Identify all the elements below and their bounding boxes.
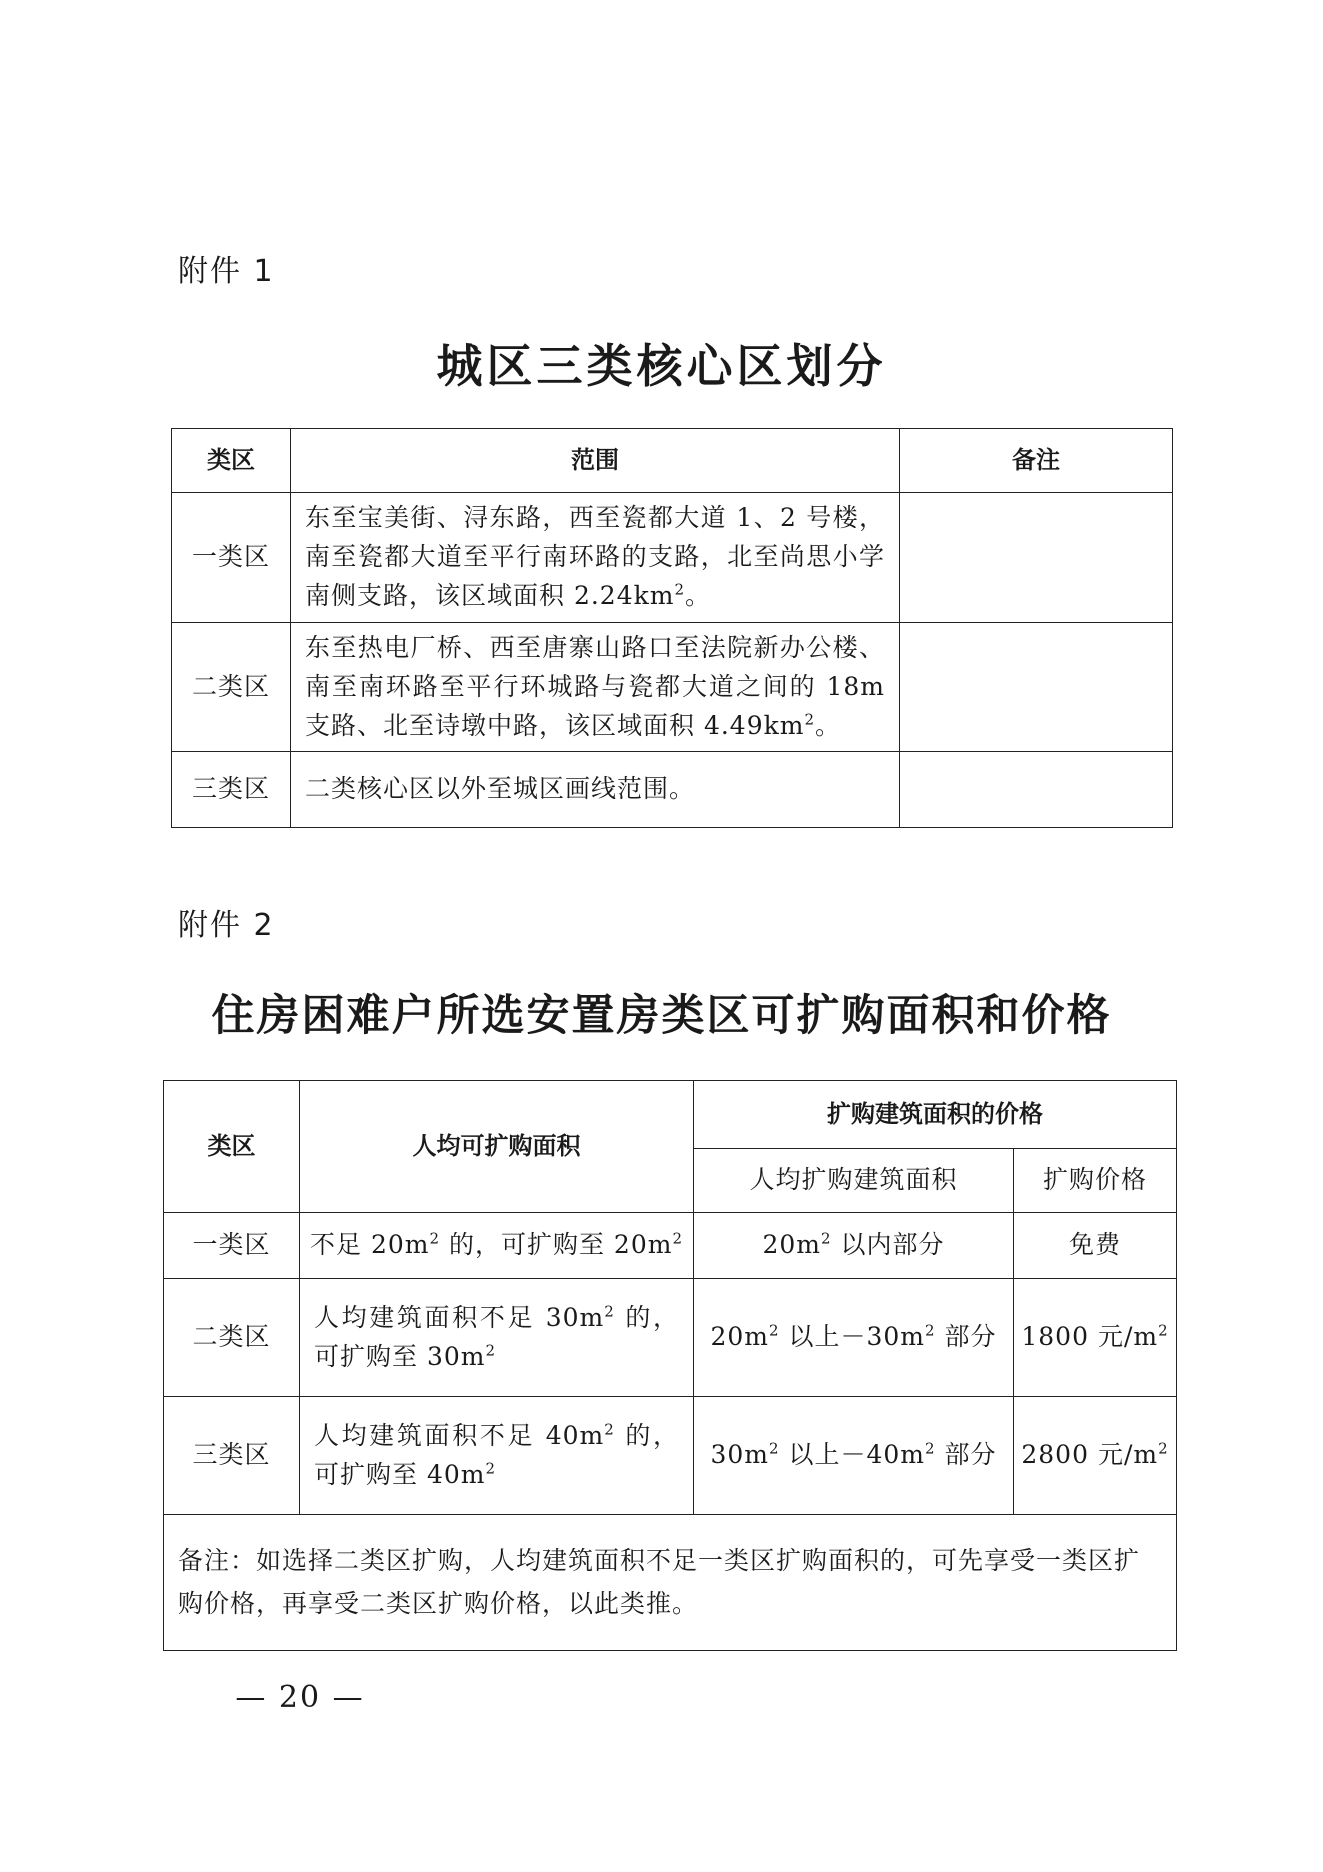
- zone-division-table: [171, 428, 1173, 828]
- header-scope: 范围: [291, 429, 900, 493]
- header-remark: 备注: [900, 429, 1173, 493]
- scope-cell: 东至热电厂桥、西至唐寨山路口至法院新办公楼、南至南环路至平行环城路与瓷都大道之间的 18m 支路、北至诗墩中路，该区域面积 $4.49km^2$。: [291, 623, 900, 752]
- table-row: [172, 752, 1173, 828]
- table-row: [172, 493, 1173, 623]
- scope-cell: 东至宝美街、浔东路，西至瓷都大道 1、2 号楼，南至瓷都大道至平行南环路的支路，北至尚思小学南侧支路，该区域面积 $2.24km^2$。: [291, 493, 900, 623]
- price-cell: 1800 元$/m^2$: [1014, 1279, 1177, 1397]
- attachment-2-label: 附件 2: [178, 908, 275, 943]
- subheader-price: 扩购价格: [1014, 1149, 1177, 1213]
- attachment-1-label: 附件 1: [178, 254, 275, 289]
- table-note-row: [164, 1515, 1177, 1651]
- per-capita-cell: 人均建筑面积不足 $40m^2$ 的，可扩购至 $40m^2$: [300, 1397, 694, 1515]
- header-zone: 类区: [164, 1081, 300, 1213]
- attachment-2-title: 住房困难户所选安置房类区可扩购面积和价格: [211, 991, 1112, 1041]
- table-header-row: [164, 1081, 1177, 1149]
- expansion-price-table: [163, 1080, 1177, 1651]
- remark-cell: [900, 752, 1173, 828]
- attachment-1-title: 城区三类核心区划分: [436, 339, 887, 393]
- zone-cell: 三类区: [164, 1397, 300, 1515]
- zone-cell: 二类区: [164, 1279, 300, 1397]
- header-zone: 类区: [172, 429, 291, 493]
- subheader-area: 人均扩购建筑面积: [694, 1149, 1014, 1213]
- area-cell: $30m^2$ 以上$-40m^2$ 部分: [694, 1397, 1014, 1515]
- table-row: [164, 1213, 1177, 1279]
- page-number: — 20 —: [235, 1680, 365, 1715]
- table-note: 备注：如选择二类区扩购，人均建筑面积不足一类区扩购面积的，可先享受一类区扩购价格，再享受二类区扩购价格，以此类推。: [164, 1515, 1177, 1651]
- header-price-group: 扩购建筑面积的价格: [694, 1081, 1177, 1149]
- table-row: [172, 623, 1173, 752]
- per-capita-cell: 人均建筑面积不足 $30m^2$ 的，可扩购至 $30m^2$: [300, 1279, 694, 1397]
- header-per-capita: 人均可扩购面积: [300, 1081, 694, 1213]
- table-row: [164, 1279, 1177, 1397]
- area-cell: $20m^2$ 以内部分: [694, 1213, 1014, 1279]
- remark-cell: [900, 623, 1173, 752]
- remark-cell: [900, 493, 1173, 623]
- zone-cell: 一类区: [164, 1213, 300, 1279]
- price-cell: 免费: [1014, 1213, 1177, 1279]
- table-header-row: [172, 429, 1173, 493]
- zone-cell: 二类区: [172, 623, 291, 752]
- scope-cell: 二类核心区以外至城区画线范围。: [291, 752, 900, 828]
- price-cell: 2800 元$/m^2$: [1014, 1397, 1177, 1515]
- table-row: [164, 1397, 1177, 1515]
- per-capita-cell: 不足 $20m^2$ 的，可扩购至 $20m^2$: [300, 1213, 694, 1279]
- area-cell: $20m^2$ 以上$-30m^2$ 部分: [694, 1279, 1014, 1397]
- zone-cell: 三类区: [172, 752, 291, 828]
- zone-cell: 一类区: [172, 493, 291, 623]
